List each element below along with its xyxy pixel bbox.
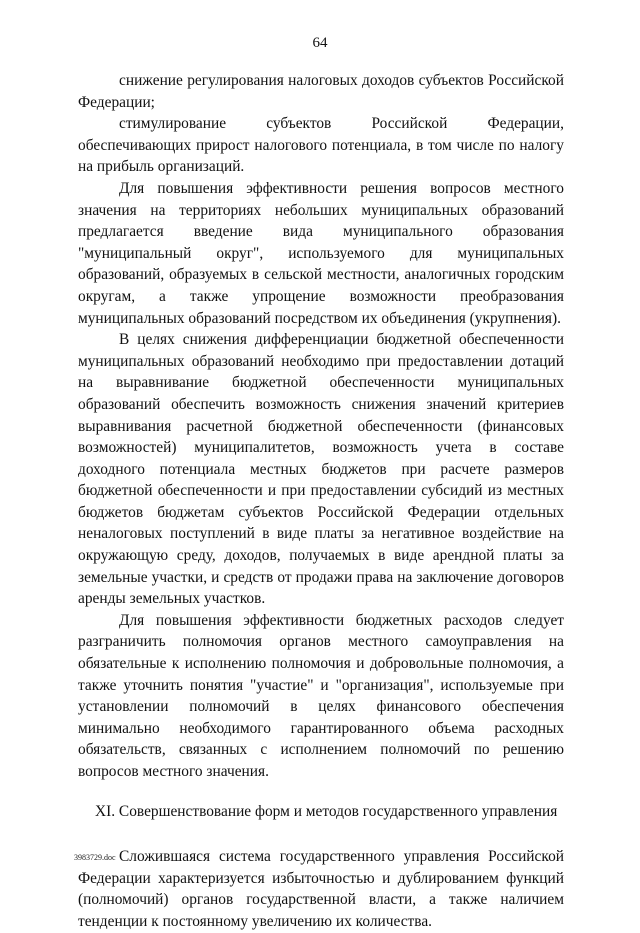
footer-filename: 3983729.doc [74,853,116,862]
page-number: 64 [312,35,328,51]
paragraph-3: Для повышения эффективности решения вопросов местного значения на территориях небольших муниципальных образований предлагается введение вида муниципального образования "муниципальный округ", используемого для муниципальных образований, образуемых в сельской местности, аналогичных городским округам, а также упрощение возможности преобразования муниципальных образований посредством их объединения (укрупнения). [78,179,564,327]
paragraph-6: Сложившаяся система государственного управления Российской Федерации характеризуется избыточностью и дублированием функций (полномочий) органов государственной власти, а также наличием тенденции к постоянному увеличению их количества. [78,848,564,930]
paragraph-1: снижение регулирования налоговых доходов субъектов Российской Федерации; [78,72,564,111]
document-body [78,70,564,933]
paragraph-2: стимулирование субъектов Российской Федерации, обеспечивающих прирост налогового потенциала, в том числе по налогу на прибыль организаций. [78,115,564,176]
paragraph-5: Для повышения эффективности бюджетных расходов следует разграничить полномочия органов местного самоуправления на обязательные к исполнению полномочия и добровольные полномочия, а также уточнить понятия "участие" и "организация", используемые при установлении полномочий в целях финансового обеспечения минимально необходимого гарантированного объема расходных обязательств, связанных с исполнением полномочий по решению вопросов местного значения. [78,611,564,780]
section-heading: XI. Совершенствование форм и методов государственного управления [95,802,558,820]
paragraph-4: В целях снижения дифференциации бюджетной обеспеченности муниципальных образований необходимо при предоставлении дотаций на выравнивание бюджетной обеспеченности муниципальных образований обеспечить возможность снижения значений критериев выравнивания расчетной бюджетной обеспеченности (финансовых возможностей) муниципалитетов, возможность учета в составе доходного потенциала местных бюджетов при расчете размеров бюджетной обеспеченности и при предоставлении субсидий из местных бюджетов бюджетам субъектов Российской Федерации отдельных неналоговых поступлений в виде платы за негативное воздействие на окружающую среду, доходов, получаемых в виде арендной платы за земельные участки, и средств от продажи права на заключение договоров аренды земельных участков. [78,331,564,608]
